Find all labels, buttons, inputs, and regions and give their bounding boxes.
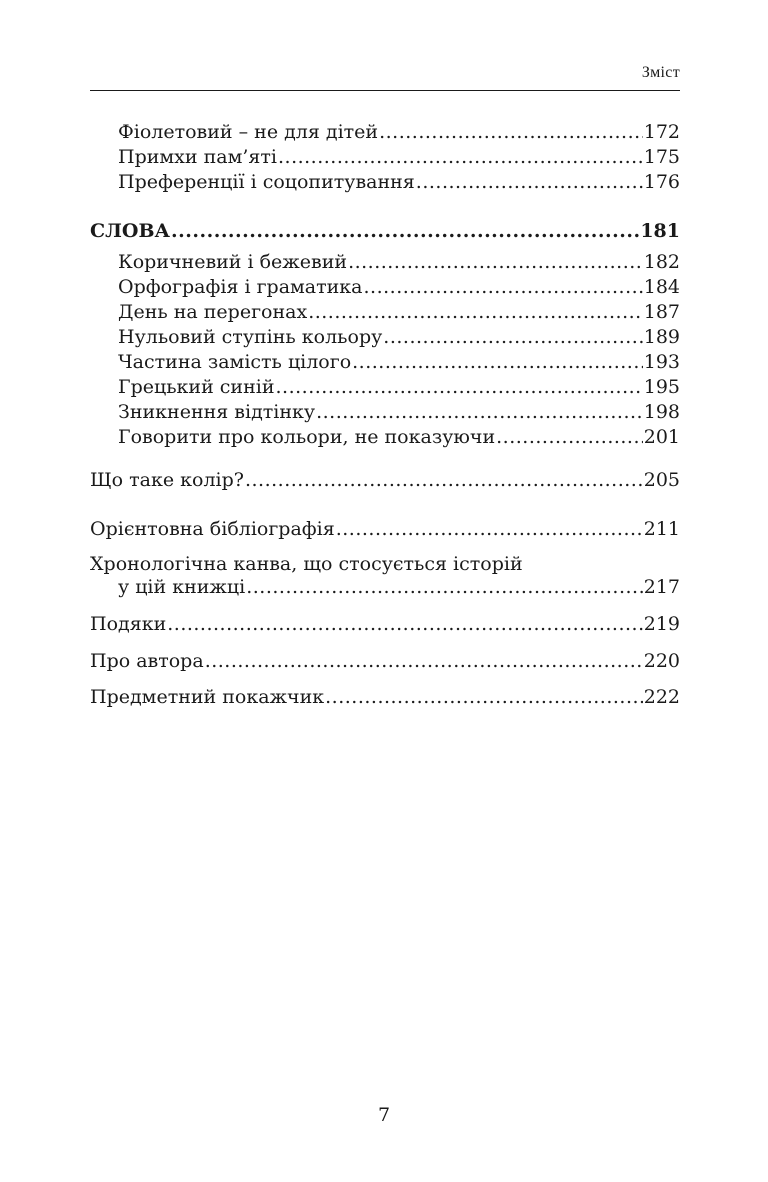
leader-dots: [336, 517, 643, 542]
toc-entry: [90, 468, 680, 493]
toc-entry-title: Орфографія і граматика: [118, 276, 363, 298]
toc-entry: [90, 685, 680, 710]
toc-section-title: СЛОВА: [90, 220, 171, 242]
toc-entry-page: 211: [643, 518, 680, 540]
toc-entry-page: 193: [643, 351, 680, 373]
toc-entry-page: 217: [643, 576, 680, 598]
header-rule: [90, 90, 680, 91]
leader-dots: [325, 685, 643, 710]
leader-dots: [276, 375, 643, 400]
toc-entry-page: 189: [643, 326, 680, 348]
toc-entry: [118, 120, 680, 145]
leader-dots: [246, 575, 643, 600]
leader-dots: [171, 219, 639, 244]
toc-entry-page: 201: [643, 426, 680, 448]
toc-entry-page: 205: [643, 469, 680, 491]
toc-entry-page: 184: [643, 276, 680, 298]
toc-entry-page: 219: [643, 613, 680, 635]
toc-entry: [90, 649, 680, 674]
toc-entry-title: Орієнтовна бібліографія: [90, 518, 335, 540]
toc-entry-title: Частина замість цілого: [118, 351, 352, 373]
running-head: Зміст: [641, 64, 680, 81]
leader-dots: [205, 649, 643, 674]
toc-entry-page: 175: [643, 146, 680, 168]
toc-entry-page: 172: [643, 121, 680, 143]
toc-entry: [118, 275, 680, 300]
toc-entry-title: Преференції і соцопитування: [118, 171, 415, 193]
toc-section-page: 181: [640, 220, 680, 242]
toc-entry: [118, 325, 680, 350]
toc-entry-title: День на перегонах: [118, 301, 308, 323]
toc-entry: [118, 400, 680, 425]
toc-entry-page: 222: [643, 686, 680, 708]
toc-entry-title: Грецький синій: [118, 376, 275, 398]
toc-entry-page: 198: [643, 401, 680, 423]
toc-entry-title: Зникнення відтінку: [118, 401, 316, 423]
toc-entry: [118, 170, 680, 195]
leader-dots: [308, 300, 643, 325]
toc-entry-page: 187: [643, 301, 680, 323]
toc-entry-title: Подяки: [90, 613, 167, 635]
toc-entry-title: Коричневий і бежевий: [118, 251, 348, 273]
leader-dots: [364, 275, 643, 300]
toc-entry-title: Про автора: [90, 650, 204, 672]
leader-dots: [383, 325, 642, 350]
toc-entry: [118, 375, 680, 400]
toc-section-heading: [90, 219, 680, 244]
toc-entry-page: 176: [643, 171, 680, 193]
leader-dots: [416, 170, 643, 195]
leader-dots: [316, 400, 643, 425]
toc-entry-title: Примхи пам’яті: [118, 146, 277, 168]
leader-dots: [167, 612, 643, 637]
toc-entry: [118, 350, 680, 375]
toc-entry-page: 220: [643, 650, 680, 672]
toc-entry: [118, 300, 680, 325]
toc-entry-title: Предметний покажчик: [90, 686, 325, 708]
leader-dots: [352, 350, 643, 375]
leader-dots: [278, 145, 643, 170]
toc-entry: [118, 145, 680, 170]
page-number: 7: [377, 1104, 391, 1126]
leader-dots: [379, 120, 643, 145]
leader-dots: [348, 250, 643, 275]
leader-dots: [496, 425, 643, 450]
toc-entry-title: Говорити про кольори, не показуючи: [118, 426, 496, 448]
leader-dots: [245, 468, 643, 493]
toc-entry: [118, 575, 680, 600]
toc-entry-title-line1: Хронологічна канва, що стосується історій: [90, 553, 523, 575]
toc-entry-title: Що таке колір?: [90, 469, 244, 491]
toc-entry-title: Фіолетовий – не для дітей: [118, 121, 379, 143]
toc-entry: [118, 425, 680, 450]
toc-entry: [118, 250, 680, 275]
toc-entry-page: 182: [643, 251, 680, 273]
toc-entry: [90, 612, 680, 637]
toc-entry-title-line2: у цій книжці: [118, 576, 246, 598]
toc-entry-page: 195: [643, 376, 680, 398]
toc-entry-title: Нульовий ступінь кольору: [118, 326, 383, 348]
toc-entry: [90, 517, 680, 542]
